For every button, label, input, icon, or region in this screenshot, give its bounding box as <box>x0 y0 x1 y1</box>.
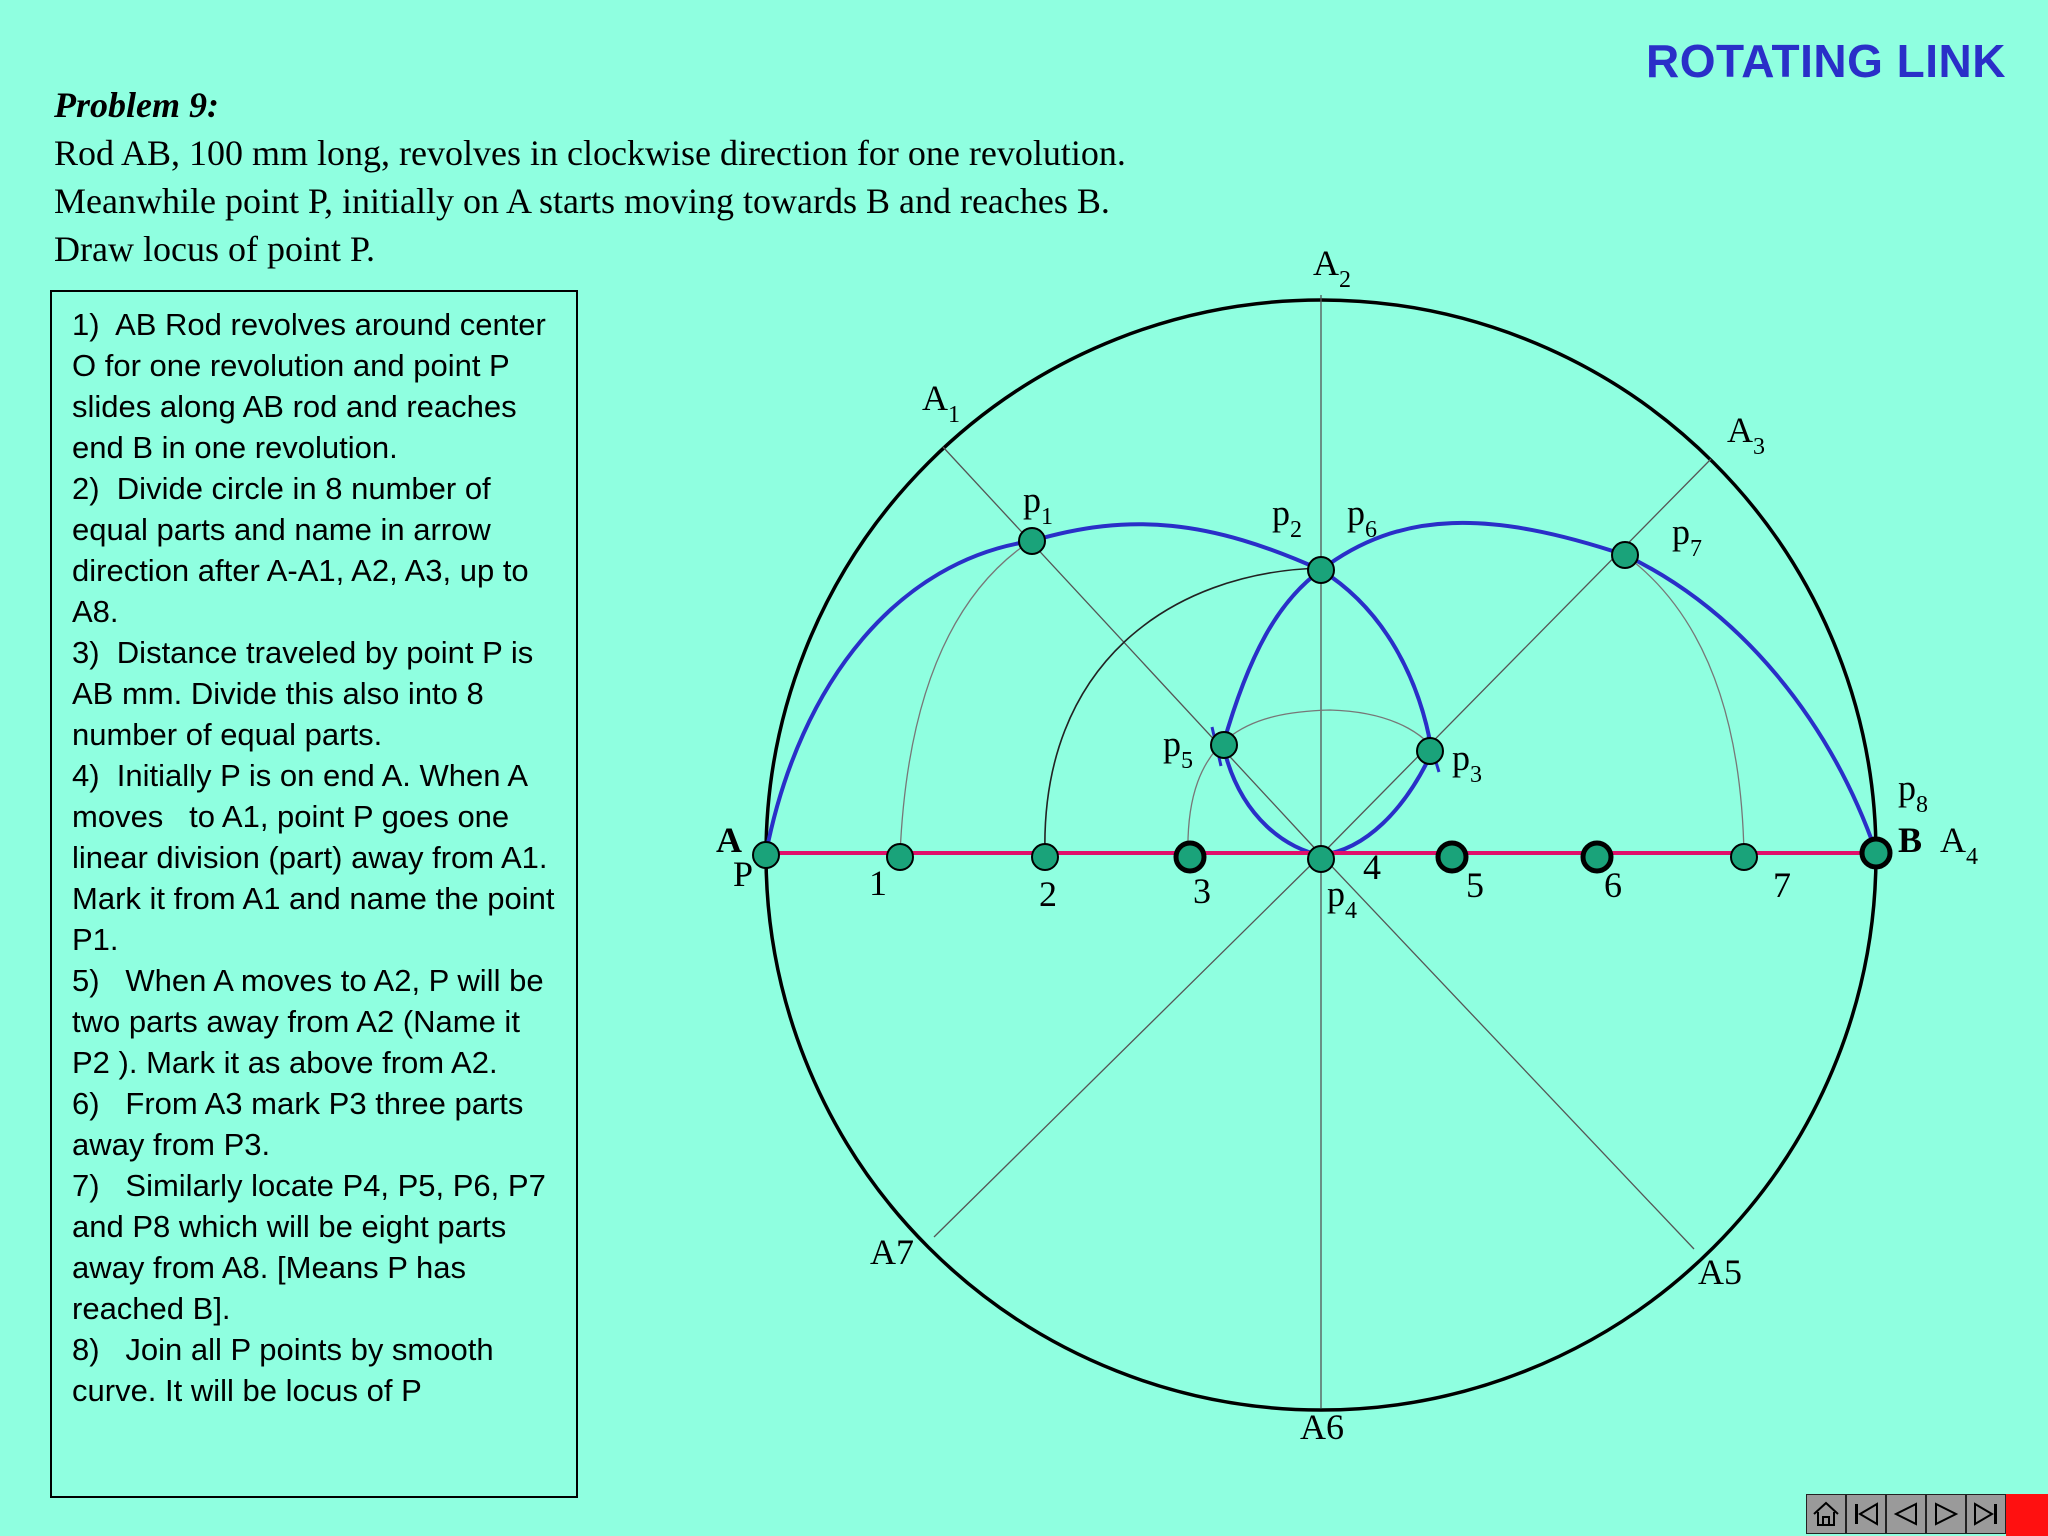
label-a3-main: A <box>1727 410 1753 450</box>
division-point-4 <box>1308 846 1334 872</box>
first-icon <box>1851 1499 1881 1529</box>
step-5: 5) When A moves to A2, P will be two parts away from A2 (Name it P2 ). Mark it as above from A2. <box>72 963 553 1080</box>
division-point-3 <box>1176 843 1204 871</box>
division-point-2 <box>1032 844 1058 870</box>
label-p2 <box>1272 493 1302 543</box>
radial-a1 <box>943 447 1321 855</box>
label-p4-sub: 4 <box>1345 898 1357 924</box>
next-slide-button[interactable] <box>1926 1494 1966 1534</box>
stop-button[interactable] <box>2006 1494 2048 1536</box>
first-slide-button[interactable] <box>1846 1494 1886 1534</box>
label-a6: A6 <box>1300 1407 1344 1447</box>
problem-line-1: Rod AB, 100 mm long, revolves in clockwise direction for one revolution. <box>54 133 1126 173</box>
label-p6-sub: 6 <box>1365 517 1377 543</box>
slide-navigation <box>1806 1494 2048 1536</box>
step-7: 7) Similarly locate P4, P5, P6, P7 and P8 which will be eight parts away from A8. [Means P has reached B]. <box>72 1168 555 1326</box>
label-p2-main: p <box>1272 493 1290 533</box>
label-p1 <box>1023 480 1053 530</box>
home-button[interactable] <box>1806 1494 1846 1534</box>
last-icon <box>1971 1499 2001 1529</box>
division-point-1 <box>887 844 913 870</box>
label-p7-sub: 7 <box>1690 536 1702 562</box>
step-3: 3) Distance traveled by point P is AB mm. Divide this also into 8 number of equal parts. <box>72 635 541 752</box>
label-p2-sub: 2 <box>1290 517 1302 543</box>
label-division-3: 3 <box>1193 871 1211 911</box>
label-p8 <box>1898 768 1928 818</box>
label-p5-main: p <box>1163 724 1181 764</box>
label-p6 <box>1347 493 1377 543</box>
label-p1-main: p <box>1023 480 1041 520</box>
prev-icon <box>1891 1499 1921 1529</box>
label-division-5: 5 <box>1466 865 1484 905</box>
step-1: 1) AB Rod revolves around center O for one revolution and point P slides along AB rod and reaches end B in one revolution. <box>72 307 555 465</box>
label-end-b: B <box>1898 820 1923 860</box>
problem-line-3: Draw locus of point P. <box>54 229 375 269</box>
label-a2-main: A <box>1313 243 1339 283</box>
point-b <box>1862 839 1890 867</box>
division-point-5 <box>1438 843 1466 871</box>
label-a4-main: A <box>1940 820 1966 860</box>
radial-a5 <box>1321 855 1694 1249</box>
label-division-2: 2 <box>1039 874 1057 914</box>
label-division-7: 7 <box>1773 865 1791 905</box>
label-a1-sub: 1 <box>948 402 960 428</box>
problem-line-2: Meanwhile point P, initially on A starts moving towards B and reaches B. <box>54 181 1110 221</box>
arc-7 <box>1625 555 1744 855</box>
label-a2-sub: 2 <box>1339 267 1351 293</box>
label-p3 <box>1452 738 1482 788</box>
locus-point-p2 <box>1308 557 1334 583</box>
locus-point-p7 <box>1612 542 1638 568</box>
label-start-p: P <box>733 854 754 894</box>
label-p6-main: p <box>1347 493 1365 533</box>
step-4: 4) Initially P is on end A. When A moves to A1, point P goes one linear division (part) away from A1. Mark it from A1 and name the point P1. <box>72 758 564 957</box>
label-p7-main: p <box>1672 512 1690 552</box>
radial-a7 <box>934 855 1321 1237</box>
step-8: 8) Join all P points by smooth curve. It will be locus of P <box>72 1332 503 1408</box>
label-a3-sub: 3 <box>1753 434 1765 460</box>
locus-point-p1 <box>1019 528 1045 554</box>
locus-point-p3 <box>1417 738 1443 764</box>
label-division-6: 6 <box>1604 865 1622 905</box>
label-a1-main: A <box>922 378 948 418</box>
label-p3-main: p <box>1452 738 1470 778</box>
label-a4-sub: 4 <box>1966 844 1978 870</box>
division-point-7 <box>1731 844 1757 870</box>
label-a7: A7 <box>870 1232 914 1272</box>
home-icon <box>1811 1499 1841 1529</box>
label-end-a: A <box>716 820 742 860</box>
label-p5-sub: 5 <box>1181 748 1193 774</box>
label-a4 <box>1940 820 1978 870</box>
label-p1-sub: 1 <box>1041 504 1053 530</box>
label-p8-main: p <box>1898 768 1916 808</box>
locus-point-p5 <box>1211 732 1237 758</box>
problem-heading: Problem 9: <box>54 85 219 125</box>
label-p4-main: p <box>1327 874 1345 914</box>
locus-points <box>1019 528 1638 764</box>
label-p8-sub: 8 <box>1916 792 1928 818</box>
previous-slide-button[interactable] <box>1886 1494 1926 1534</box>
label-a3 <box>1727 410 1765 460</box>
label-division-4: 4 <box>1363 847 1381 887</box>
label-a2 <box>1313 243 1351 293</box>
label-p5 <box>1163 724 1193 774</box>
slide-title: ROTATING LINK <box>1646 35 2006 87</box>
label-p3-sub: 3 <box>1470 762 1482 788</box>
label-p7 <box>1672 512 1702 562</box>
step-6: 6) From A3 mark P3 three parts away from P3. <box>72 1086 533 1162</box>
point-a <box>753 842 779 868</box>
next-icon <box>1931 1499 1961 1529</box>
label-division-1: 1 <box>869 863 887 903</box>
step-2: 2) Divide circle in 8 number of equal parts and name in arrow direction after A-A1, A2, A3, up to A8. <box>72 471 536 629</box>
label-a1 <box>922 378 960 428</box>
last-slide-button[interactable] <box>1966 1494 2006 1534</box>
label-a5: A5 <box>1698 1252 1742 1292</box>
construction-arcs <box>900 540 1744 855</box>
radial-a3 <box>1321 459 1711 855</box>
label-p4 <box>1327 874 1357 924</box>
